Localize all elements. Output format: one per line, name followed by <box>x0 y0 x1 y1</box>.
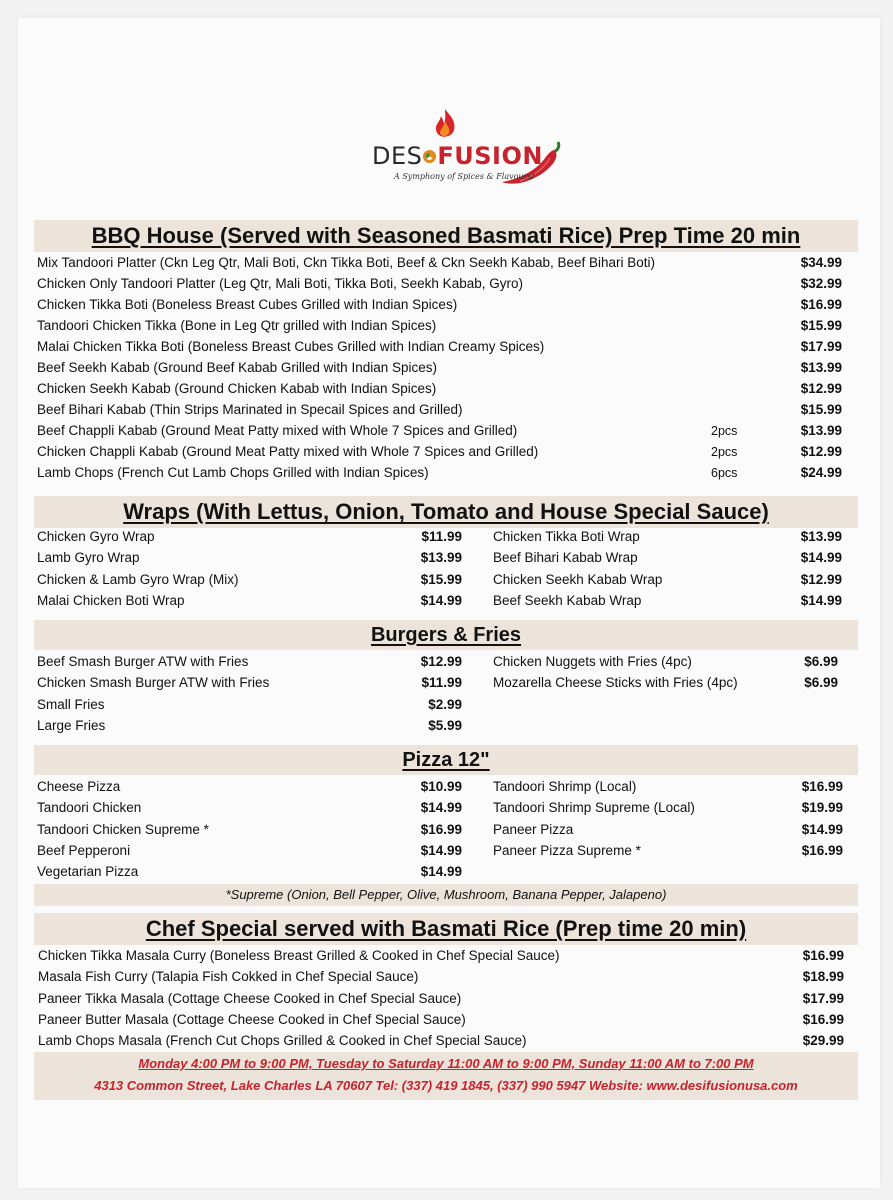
footer <box>34 1052 858 1100</box>
menu-item-price: $17.99 <box>800 339 842 354</box>
menu-item-name: Lamb Gyro Wrap <box>37 550 140 566</box>
brand-desi: DES <box>372 142 423 170</box>
menu-item-name: Tandoori Chicken Tikka (Bone in Leg Qtr grilled with Indian Spices) <box>37 318 437 333</box>
menu-item-price: $12.99 <box>800 444 842 459</box>
menu-item-name: Chicken Chappli Kabab (Ground Meat Patty mixed with Whole 7 Spices and Grilled) <box>37 444 539 459</box>
section-header-wraps <box>34 496 858 528</box>
menu-item-name: Vegetarian Pizza <box>37 864 139 880</box>
menu-item-price: $11.99 <box>421 529 462 544</box>
menu-item-name: Malai Chicken Boti Wrap <box>37 592 185 608</box>
menu-item-name: Chicken Only Tandoori Platter (Leg Qtr, Mali Boti, Tikka Boti, Seekh Kabab, Gyro) <box>37 276 523 291</box>
menu-item-price: $14.99 <box>420 842 462 858</box>
menu-item-name: Beef Chappli Kabab (Ground Meat Patty mixed with Whole 7 Spices and Grilled) <box>37 423 518 438</box>
brand-fusion: FUSION <box>437 142 543 170</box>
menu-item-name: Cheese Pizza <box>37 779 121 794</box>
menu-item-price: $13.99 <box>800 423 842 438</box>
menu-item-name: Chicken Tikka Boti (Boneless Breast Cubes Grilled with Indian Spices) <box>37 297 458 312</box>
menu-item-name: Lamb Chops Masala (French Cut Chops Grilled & Cooked in Chef Special Sauce) <box>38 1033 527 1049</box>
menu-item-price: $14.99 <box>420 864 462 880</box>
menu-item-price: $10.99 <box>420 779 462 794</box>
menu-item-price: $34.99 <box>800 255 842 270</box>
menu-item-price: $15.99 <box>420 571 462 587</box>
menu-item-price: $17.99 <box>802 990 844 1006</box>
menu-item-name: Beef Seekh Kabab Wrap <box>493 592 642 608</box>
menu-item-price: $5.99 <box>428 717 462 733</box>
menu-item-name: Chicken Tikka Boti Wrap <box>493 529 640 544</box>
menu-item-name: Beef Smash Burger ATW with Fries <box>37 654 249 669</box>
menu-item-name: Paneer Pizza <box>493 821 574 837</box>
menu-item-price: $16.99 <box>802 948 844 963</box>
logo <box>372 108 572 188</box>
menu-item-price: $6.99 <box>804 675 838 691</box>
opening-hours: Monday 4:00 PM to 9:00 PM, Tuesday to Saturday 11:00 AM to 9:00 PM, Sunday 11:00 AM to 7:00 PM <box>138 1056 754 1071</box>
menu-item-name: Paneer Pizza Supreme * <box>493 842 641 858</box>
menu-item-qty: 2pcs <box>711 445 738 459</box>
menu-item-name: Masala Fish Curry (Talapia Fish Cokked in Chef Special Sauce) <box>38 969 419 985</box>
flag-ring-icon <box>423 150 436 163</box>
section-title: Chef Special served with Basmati Rice (Prep time 20 min) <box>145 916 747 941</box>
menu-item-name: Chicken Gyro Wrap <box>37 529 155 544</box>
menu-item-price: $16.99 <box>800 297 842 312</box>
menu-item-name: Beef Bihari Kabab (Thin Strips Marinated in Specail Spices and Grilled) <box>37 402 463 417</box>
section-header-pizza <box>34 745 858 775</box>
menu-item-name: Small Fries <box>37 696 105 712</box>
menu-item-price: $14.99 <box>801 821 843 837</box>
menu-item-price: $13.99 <box>420 550 462 566</box>
brand-tagline: A Symphony of Spices & Flavours! <box>394 172 535 181</box>
menu-item-price: $12.99 <box>800 381 842 396</box>
section-title: BBQ House (Served with Seasoned Basmati Rice) Prep Time 20 min <box>91 223 801 248</box>
section-header-bbq <box>34 220 858 252</box>
menu-item-name: Tandoori Shrimp Supreme (Local) <box>493 800 695 816</box>
menu-item-price: $19.99 <box>801 800 843 816</box>
menu-item-name: Paneer Tikka Masala (Cottage Cheese Cooked in Chef Special Sauce) <box>38 990 462 1006</box>
menu-item-price: $6.99 <box>804 654 838 669</box>
menu-item-price: $24.99 <box>800 465 842 480</box>
menu-item-name: Chicken Seekh Kabab Wrap <box>493 571 663 587</box>
section-header-chef-special <box>34 913 858 945</box>
menu-item-price: $13.99 <box>800 529 842 544</box>
menu-item-price: $14.99 <box>800 550 842 566</box>
menu-item-price: $14.99 <box>420 592 462 608</box>
menu-item-price: $32.99 <box>800 276 842 291</box>
section-title: Pizza 12" <box>402 749 490 771</box>
menu-item-name: Chicken Seekh Kabab (Ground Chicken Kabab with Indian Spices) <box>37 381 437 396</box>
menu-item-name: Mozarella Cheese Sticks with Fries (4pc) <box>493 675 738 691</box>
menu-item-price: $11.99 <box>421 675 462 691</box>
menu-item-price: $29.99 <box>802 1033 844 1049</box>
section-header-burgers <box>34 620 858 650</box>
menu-item-price: $2.99 <box>428 696 462 712</box>
supreme-note: *Supreme (Onion, Bell Pepper, Olive, Mushroom, Banana Pepper, Jalapeno) <box>34 884 858 906</box>
menu-item-qty: 6pcs <box>711 466 738 480</box>
menu-item-name: Chicken & Lamb Gyro Wrap (Mix) <box>37 571 239 587</box>
menu-item-name: Tandoori Chicken Supreme * <box>37 821 209 837</box>
menu-item-name: Malai Chicken Tikka Boti (Boneless Breast Cubes Grilled with Indian Creamy Spices) <box>37 339 545 354</box>
flame-icon <box>432 108 458 142</box>
menu-item-price: $16.99 <box>801 842 843 858</box>
menu-item-name: Chicken Nuggets with Fries (4pc) <box>493 654 692 669</box>
menu-item-price: $16.99 <box>801 779 843 794</box>
menu-item-name: Beef Seekh Kabab (Ground Beef Kabab Grilled with Indian Spices) <box>37 360 437 375</box>
menu-item-name: Beef Bihari Kabab Wrap <box>493 550 638 566</box>
menu-item-name: Mix Tandoori Platter (Ckn Leg Qtr, Mali Boti, Ckn Tikka Boti, Beef & Ckn Seekh Kabab, Beef Bihari Boti) <box>37 255 656 270</box>
menu-item-qty: 2pcs <box>711 424 738 438</box>
menu-item-price: $16.99 <box>420 821 462 837</box>
section-title: Burgers & Fries <box>370 624 522 646</box>
menu-item-name: Paneer Butter Masala (Cottage Cheese Cooked in Chef Special Sauce) <box>38 1011 466 1027</box>
address-contact: 4313 Common Street, Lake Charles LA 70607 Tel: (337) 419 1845, (337) 990 5947 Website: www.desifusionusa.com <box>94 1078 798 1093</box>
menu-item-name: Large Fries <box>37 717 106 733</box>
menu-item-price: $18.99 <box>802 969 844 985</box>
menu-item-price: $15.99 <box>800 318 842 333</box>
menu-item-price: $12.99 <box>800 571 842 587</box>
menu-item-name: Chicken Smash Burger ATW with Fries <box>37 675 270 691</box>
menu-item-name: Tandoori Shrimp (Local) <box>493 779 637 794</box>
menu-item-name: Beef Pepperoni <box>37 842 131 858</box>
menu-item-price: $16.99 <box>802 1011 844 1027</box>
menu-item-price: $15.99 <box>800 402 842 417</box>
menu-item-price: $14.99 <box>800 592 842 608</box>
menu-item-price: $12.99 <box>420 654 462 669</box>
section-title: Wraps (With Lettus, Onion, Tomato and House Special Sauce) <box>123 499 769 524</box>
menu-item-price: $14.99 <box>420 800 462 816</box>
menu-item-name: Chicken Tikka Masala Curry (Boneless Breast Grilled & Cooked in Chef Special Sauce) <box>38 948 560 963</box>
menu-item-name: Tandoori Chicken <box>37 800 142 816</box>
menu-item-price: $13.99 <box>800 360 842 375</box>
menu-item-name: Lamb Chops (French Cut Lamb Chops Grilled with Indian Spices) <box>37 465 429 480</box>
